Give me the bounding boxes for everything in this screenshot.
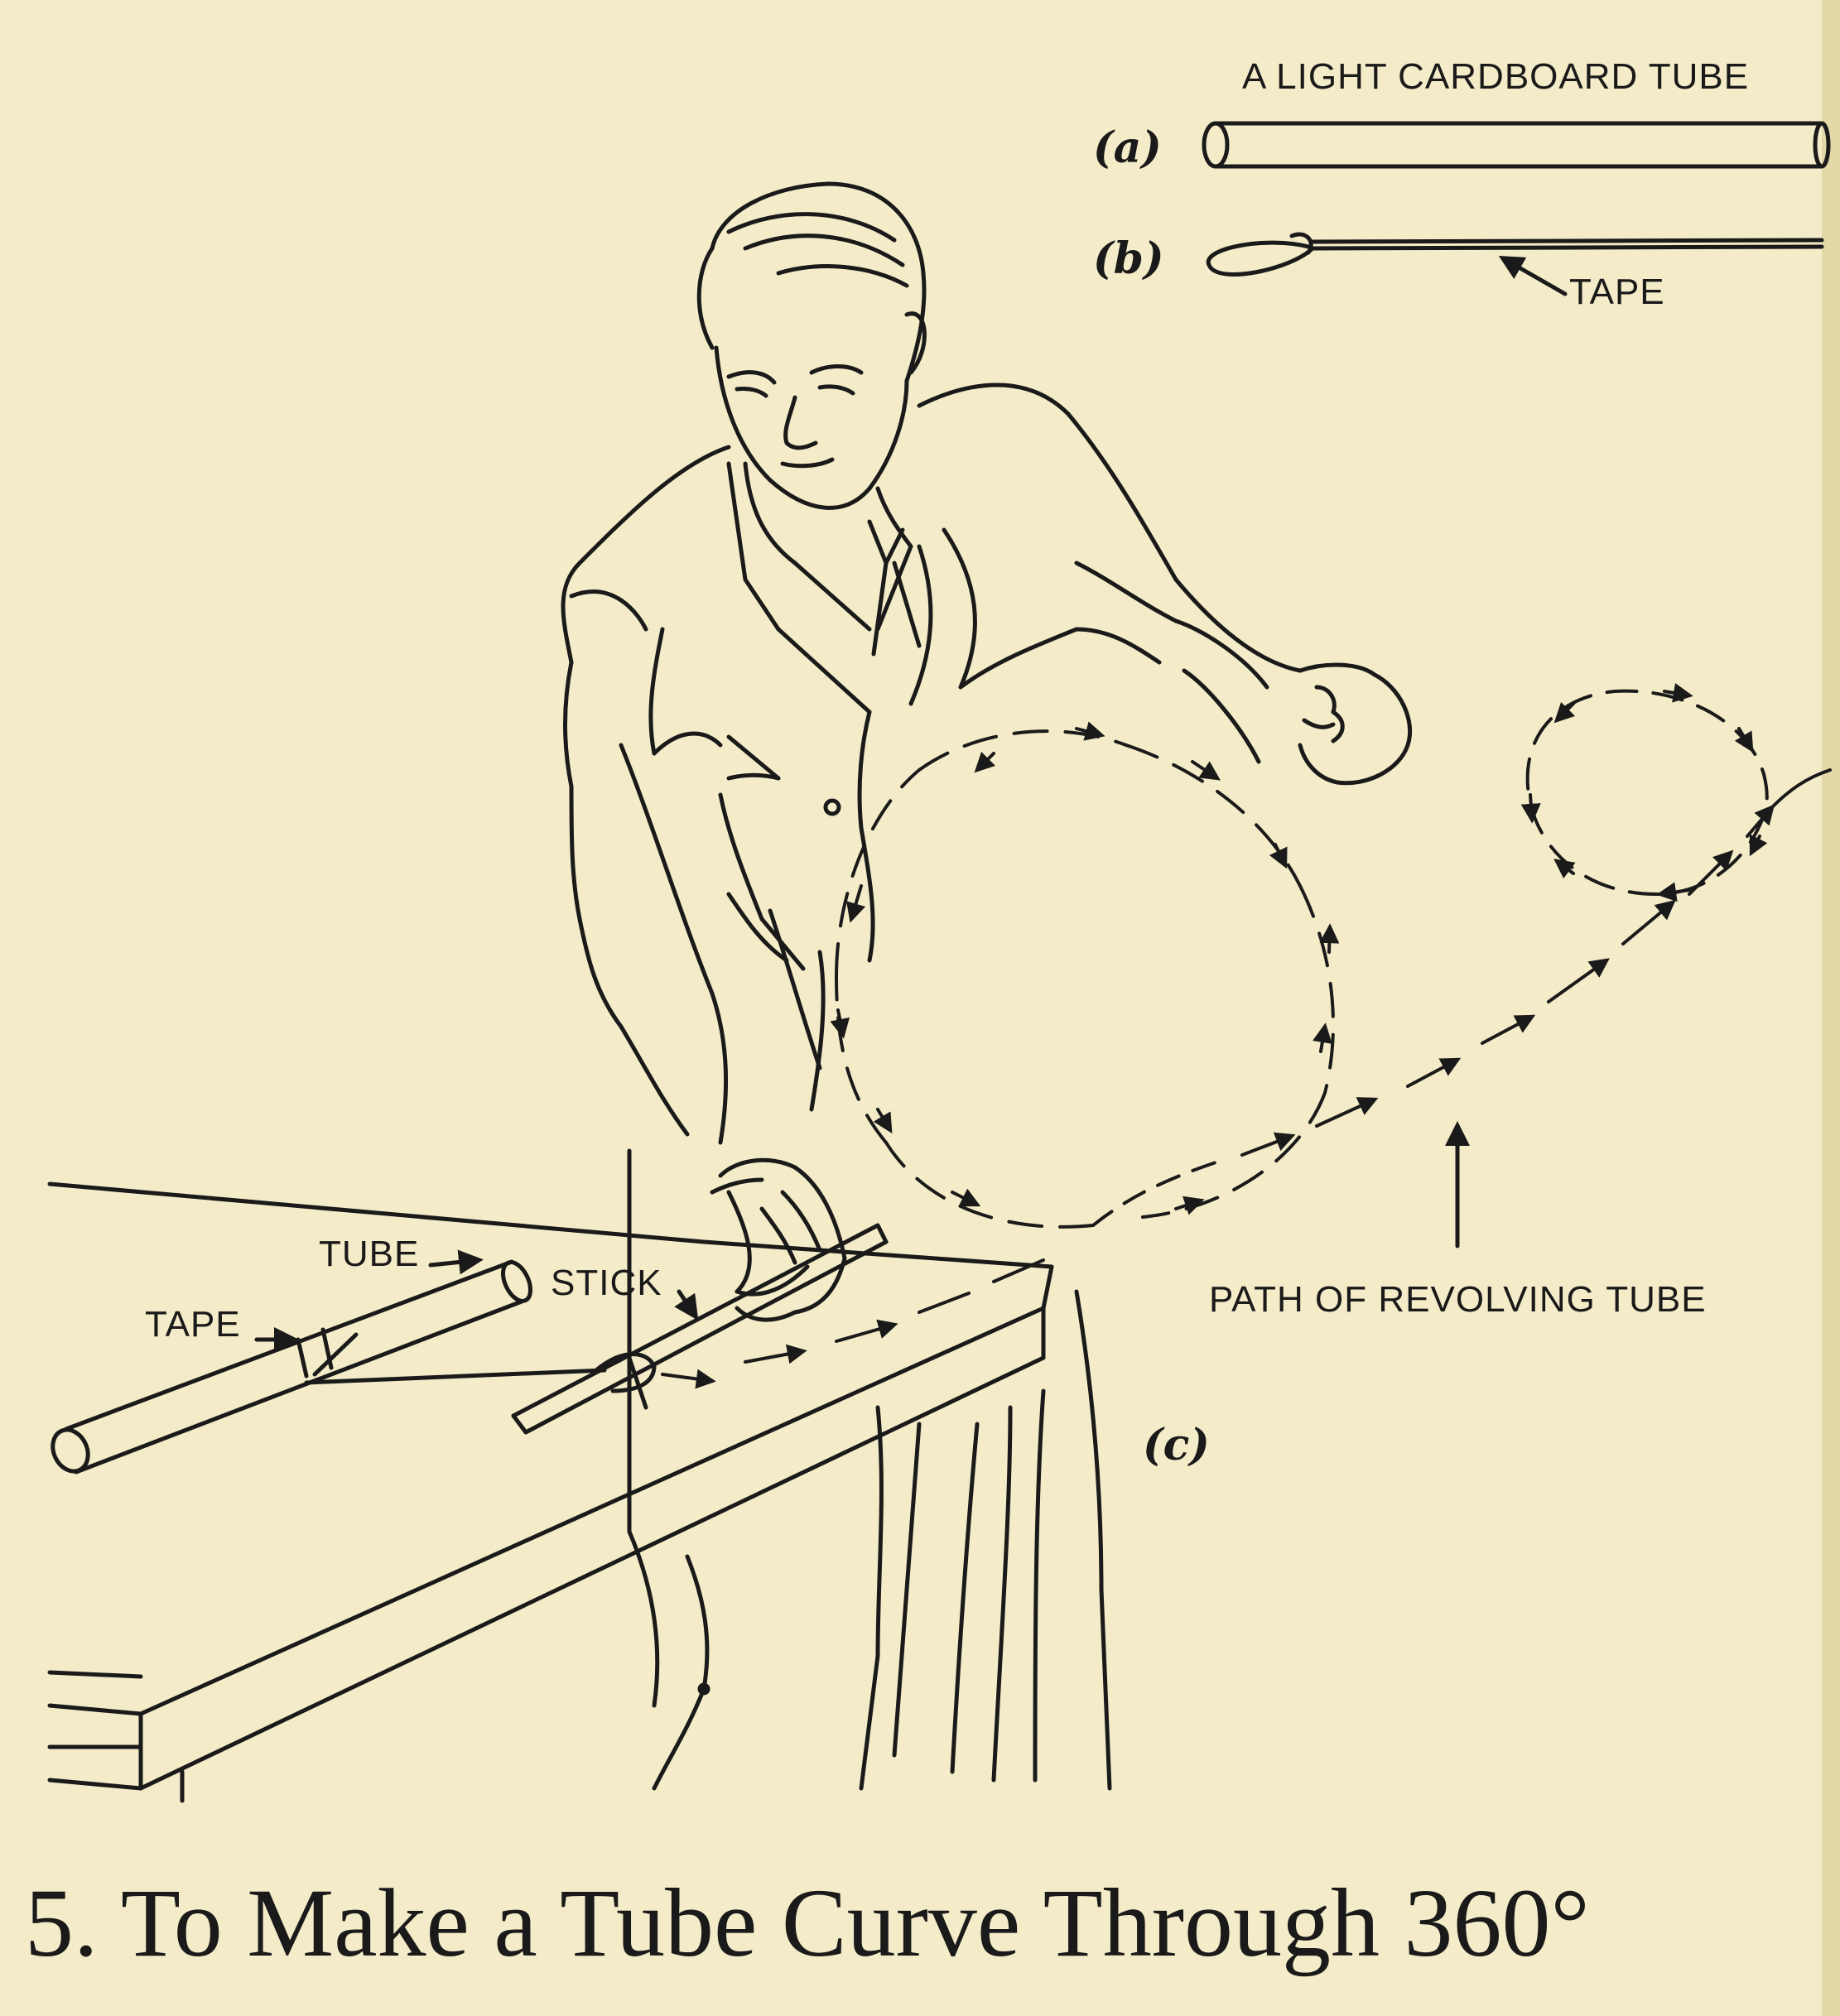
tube-on-table — [46, 1258, 605, 1477]
path-label: PATH OF REVOLVING TUBE — [1209, 1279, 1707, 1320]
tape-label-top: TAPE — [1569, 272, 1665, 312]
tape-pointer-arrow-top — [1503, 258, 1565, 294]
stick-pointer-arrow — [679, 1292, 696, 1316]
tape-loop-b — [1208, 234, 1822, 275]
man-figure — [563, 184, 1410, 1788]
figure-caption: 5. To Make a Tube Curve Through 360° — [25, 1869, 1590, 1977]
stick-label: STICK — [551, 1263, 662, 1303]
part-c-tag: (c) — [1143, 1420, 1210, 1470]
stick-on-table — [513, 1225, 886, 1432]
tube-pointer-arrow — [431, 1260, 479, 1265]
cardboard-tube-a — [1204, 123, 1828, 166]
part-b-tag: (b) — [1093, 233, 1164, 284]
part-a-tag: (a) — [1093, 123, 1162, 173]
cardboard-tube-label: A LIGHT CARDBOARD TUBE — [1242, 56, 1750, 97]
tape-label-left: TAPE — [145, 1304, 241, 1345]
tube-label: TUBE — [319, 1234, 420, 1274]
